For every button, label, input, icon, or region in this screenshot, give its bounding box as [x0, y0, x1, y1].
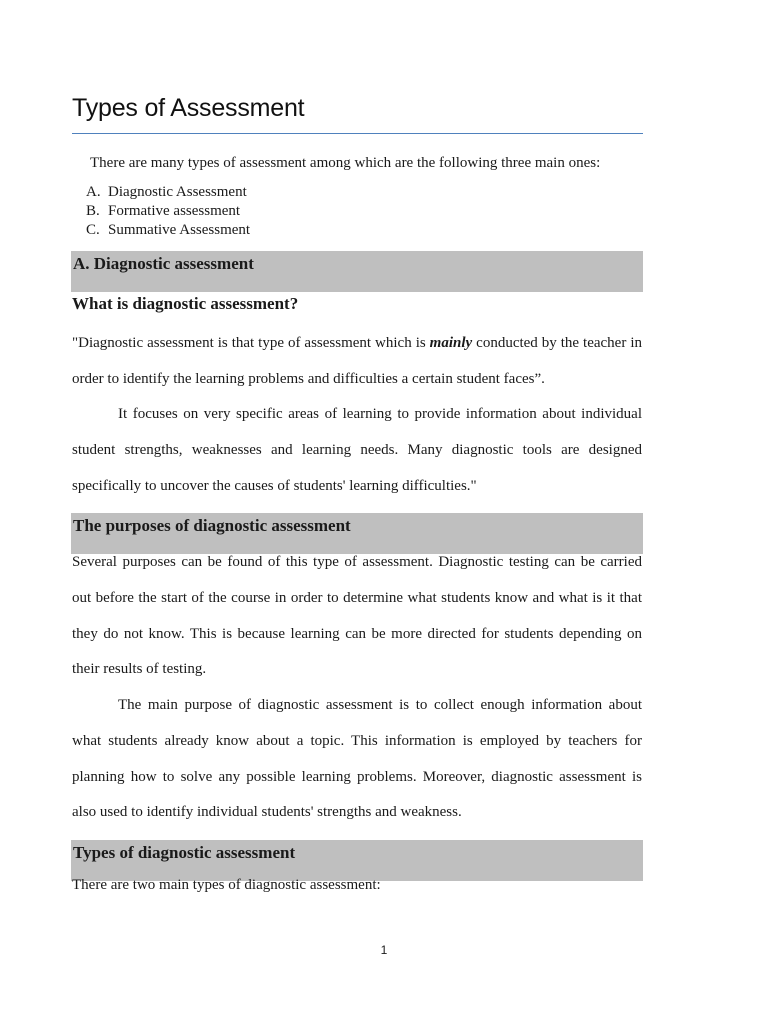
list-item — [86, 221, 250, 240]
text-run: conducted by the teacher in — [472, 335, 642, 351]
subheading-what-is: What is diagnostic assessment? — [72, 294, 299, 313]
focus-paragraph — [72, 397, 642, 504]
paragraph-line: also used to identify individual students' strengths and weakness. — [72, 804, 462, 821]
list-item — [86, 183, 250, 202]
paragraph-line: out before the start of the course in order to determine what students know and what is it that — [72, 589, 642, 606]
paragraph-line: order to identify the learning problems and difficulties a certain student faces”. — [72, 370, 545, 387]
paragraph-line: The main purpose of diagnostic assessment is to collect enough information about — [118, 697, 642, 713]
title-underline — [72, 133, 643, 134]
paragraph-line: It focuses on very specific areas of learning to provide information about individual — [118, 406, 642, 422]
purposes-paragraph-2 — [72, 688, 642, 831]
paragraph-line: planning how to solve any possible learning problems. Moreover, diagnostic assessment is — [72, 768, 642, 785]
list-marker: A. — [86, 184, 101, 200]
list-marker: B. — [86, 203, 100, 219]
list-item-text: Formative assessment — [108, 203, 241, 219]
page-number: 1 — [380, 943, 388, 957]
paragraph-line: what students already know about a topic. This information is employed by teachers for — [72, 732, 642, 749]
purposes-paragraph-1 — [72, 545, 642, 688]
paragraph-line: Several purposes can be found of this type of assessment. Diagnostic testing can be carried — [72, 554, 642, 570]
paragraph-line: they do not know. This is because learning can be more directed for students depending on — [72, 625, 642, 642]
paragraph-line: their results of testing. — [72, 661, 207, 678]
section-heading-diagnostic: A. Diagnostic assessment — [73, 254, 254, 273]
paragraph-line: There are two main types of diagnostic assessment: — [72, 877, 381, 893]
paragraph-line: student strengths, weaknesses and learning needs. Many diagnostic tools are designed — [72, 441, 642, 458]
section-heading-purposes: The purposes of diagnostic assessment — [73, 516, 351, 535]
text-run: "Diagnostic assessment is that type of assessment which is — [72, 335, 430, 351]
section-heading-band — [71, 251, 643, 292]
definition-paragraph — [72, 326, 642, 398]
list-item — [86, 202, 250, 221]
list-item-text: Diagnostic Assessment — [108, 184, 247, 200]
emphasis-text: mainly — [429, 335, 473, 351]
page-title: Types of Assessment — [72, 94, 305, 122]
paragraph-line — [72, 326, 642, 362]
paragraph-line: specifically to uncover the causes of students' learning difficulties." — [72, 477, 477, 494]
types-diagnostic-intro — [72, 849, 642, 895]
intro-text: There are many types of assessment among which are the following three main ones: — [90, 155, 601, 171]
section-heading-types-diagnostic: Types of diagnostic assessment — [73, 843, 296, 862]
list-marker: C. — [86, 222, 100, 238]
list-item-text: Summative Assessment — [108, 222, 251, 238]
assessment-types-list — [86, 183, 250, 240]
